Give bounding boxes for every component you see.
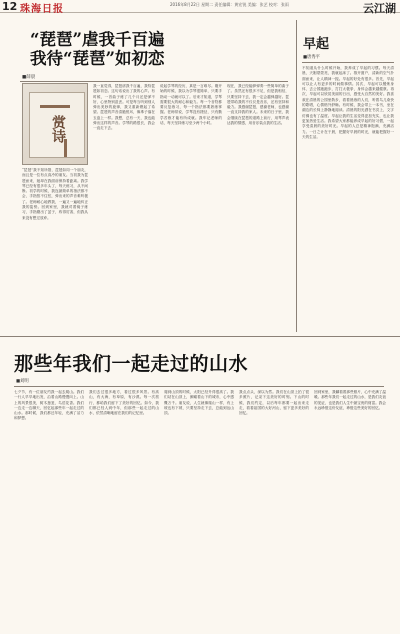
book-cover-title: 赏诗 bbox=[50, 115, 66, 143]
lower-article-column-5: 回到家里，我翻看着那些照片，心中充满了温暖。那些年我们一起走过的山水，是我们友谊的见证，也是我们人生中最宝贵的财富。我会永远珍惜这份友谊，珍惜这些美好的回忆。 bbox=[314, 390, 386, 410]
section-name: 云江湖 bbox=[363, 2, 396, 15]
main-article-column-1: “琵琶”我不知所措，琵琶如同一个朋友，而且是一位有点高冷的朋友。当初我为琵琶而来，她却在我面前保持着距离。我学琴已经有很多年头了，每天练习，从不间断。初学的时候，我连最简单的指法都不会，手指按不住弦，弹出来的声音难听极了。老师耐心地教我，一遍又一遍地纠正我的姿势。回到家里，我就对着镜子练习，手指磨出了茧子，疼得厉害，但我从来没有想过放弃。 bbox=[22, 168, 88, 220]
main-author: ■薛晨 bbox=[22, 75, 36, 80]
main-headline-line1: “琵琶”虐我千百遍 bbox=[30, 30, 165, 49]
divider bbox=[14, 386, 384, 387]
page-number: 12 bbox=[2, 0, 18, 13]
divider bbox=[302, 62, 394, 63]
right-author: ■唐秀平 bbox=[303, 55, 320, 60]
main-article-column-3: 说起学琴的经历，真是一言难尽。刚开始的时候，我以为学琴很简单，只要手指动一动就可以了。后来才知道，学琴需要很大的耐心和毅力。每一个音符都要反复练习，每一个指法都要熟练掌握。老师常说，学琴没有捷径，只有勤学苦练才能有所成就。我牢记老师的话，每天坚持练习至少两个小时。 bbox=[160, 84, 222, 126]
section-divider bbox=[0, 336, 400, 337]
book-cover bbox=[29, 92, 85, 158]
book-cover-photo bbox=[22, 83, 88, 165]
lower-author: ■刘明 bbox=[16, 379, 29, 384]
column-divider bbox=[296, 20, 297, 332]
right-headline: 早起 bbox=[303, 37, 330, 52]
right-article-body: 不知道从什么时候开始，我养成了早起的习惯。每天清晨，天刚蒙蒙亮，我就起床了。推开窗户，清新的空气扑面而来，让人精神一振。早起的好处有很多。首先，早起可以让人有更多的时间做事情。其次，早起可以锻炼身体，去公园跑跑步，打打太极拳，身体会越来越健康。再次，早起可以欣赏美丽的日出，感受大自然的美好。我喜欢在清晨的公园里散步，看着晨练的人们，听着鸟儿欢快的歌唱，心情格外舒畅。有时候，我会带上一本书，坐在湖边的长椅上静静地阅读。清晨的阳光洒在书页上，文字仿佛也有了温度。早起让我的生活变得更加充实，也让我更加热爱生活。我希望大家都能养成早起的好习惯，一起享受清晨的美好时光。早起的人总是精神饱满，充满活力。一日之计在于晨，把握好早晨的时光，就能把握好一天的生活。 bbox=[302, 66, 394, 139]
calligraphy-stroke bbox=[40, 105, 70, 108]
main-article-column-2: 我一直觉得，琵琶虐我千百遍，我待琵琶如初恋。这句话说出了我的心声。有时候，一首曲子练了几个月还是弹不好，心里特别沮丧。可是每当听到别人弹出美妙的旋律，我又重新燃起了希望。琵琶的声音清脆悦耳，像珠子落在玉盘上一样。我想，总有一天，我也能弹出这样的声音。学琴的路很长，我会一直走下去。 bbox=[93, 84, 155, 131]
lower-article-column-1: 七夕节，有一位朋友约我一起去爬山。我们一行人早早地出发，沿着山路慢慢向上。山上的风景很美，树木葱茏，鸟语花香。我们一边走一边聊天，回忆起那些年一起走过的山水。那时候，我们都还年轻，充满了活力和梦想。 bbox=[14, 390, 84, 421]
main-headline-line2: 我待“琵琶”如初恋 bbox=[30, 49, 165, 68]
lower-article-column-2: 我们去过很多地方，看过很多风景。有高山，有大海，有草原，有沙漠。每一次旅行，都给我们留下了美好的回忆。如今，我们都已经人到中年，但那些一起走过的山水，依然清晰地留在我们的记忆里。 bbox=[89, 390, 159, 416]
lower-headline: 那些年我们一起走过的山水 bbox=[14, 353, 249, 375]
lower-article-column-3: 爬到山顶的时候，太阳已经升得很高了。我们站在山顶上，俯瞰着山下的城市，心中感慨万千。朋友说，人生就像爬山一样，有上坡也有下坡，只要坚持走下去，总能到达山顶。 bbox=[164, 390, 234, 416]
newspaper-name: 珠海日报 bbox=[20, 4, 64, 15]
masthead bbox=[0, 0, 400, 13]
divider bbox=[20, 81, 288, 82]
main-headline bbox=[30, 30, 260, 68]
dateline: 2016年8月22日 星期二 责任编辑：黄宏锐 美编：张艺 校对：张雨 bbox=[170, 2, 289, 7]
main-article-column-4: 现在，我已经能够弹奏一些简单的曲子了。虽然还有很多不足，但是我相信，只要坚持下去，我一定会越弹越好。琵琶带给我的不仅仅是音乐，还有坚持和毅力。我感谢琵琶，感谢老师，也感谢一直支持我的家人。未来的日子里，我会继续在琵琶的道路上前行，用琴声表达我的情感，用音乐装点我的生活。 bbox=[227, 84, 289, 126]
lower-article-column-4: 我点点头，深以为然。我们在山顶上拍了很多照片，记录下这美好的时刻。下山的时候，我们约定，以后每年都要一起出来走走，看看祖国的大好河山，留下更多美好的回忆。 bbox=[239, 390, 309, 416]
